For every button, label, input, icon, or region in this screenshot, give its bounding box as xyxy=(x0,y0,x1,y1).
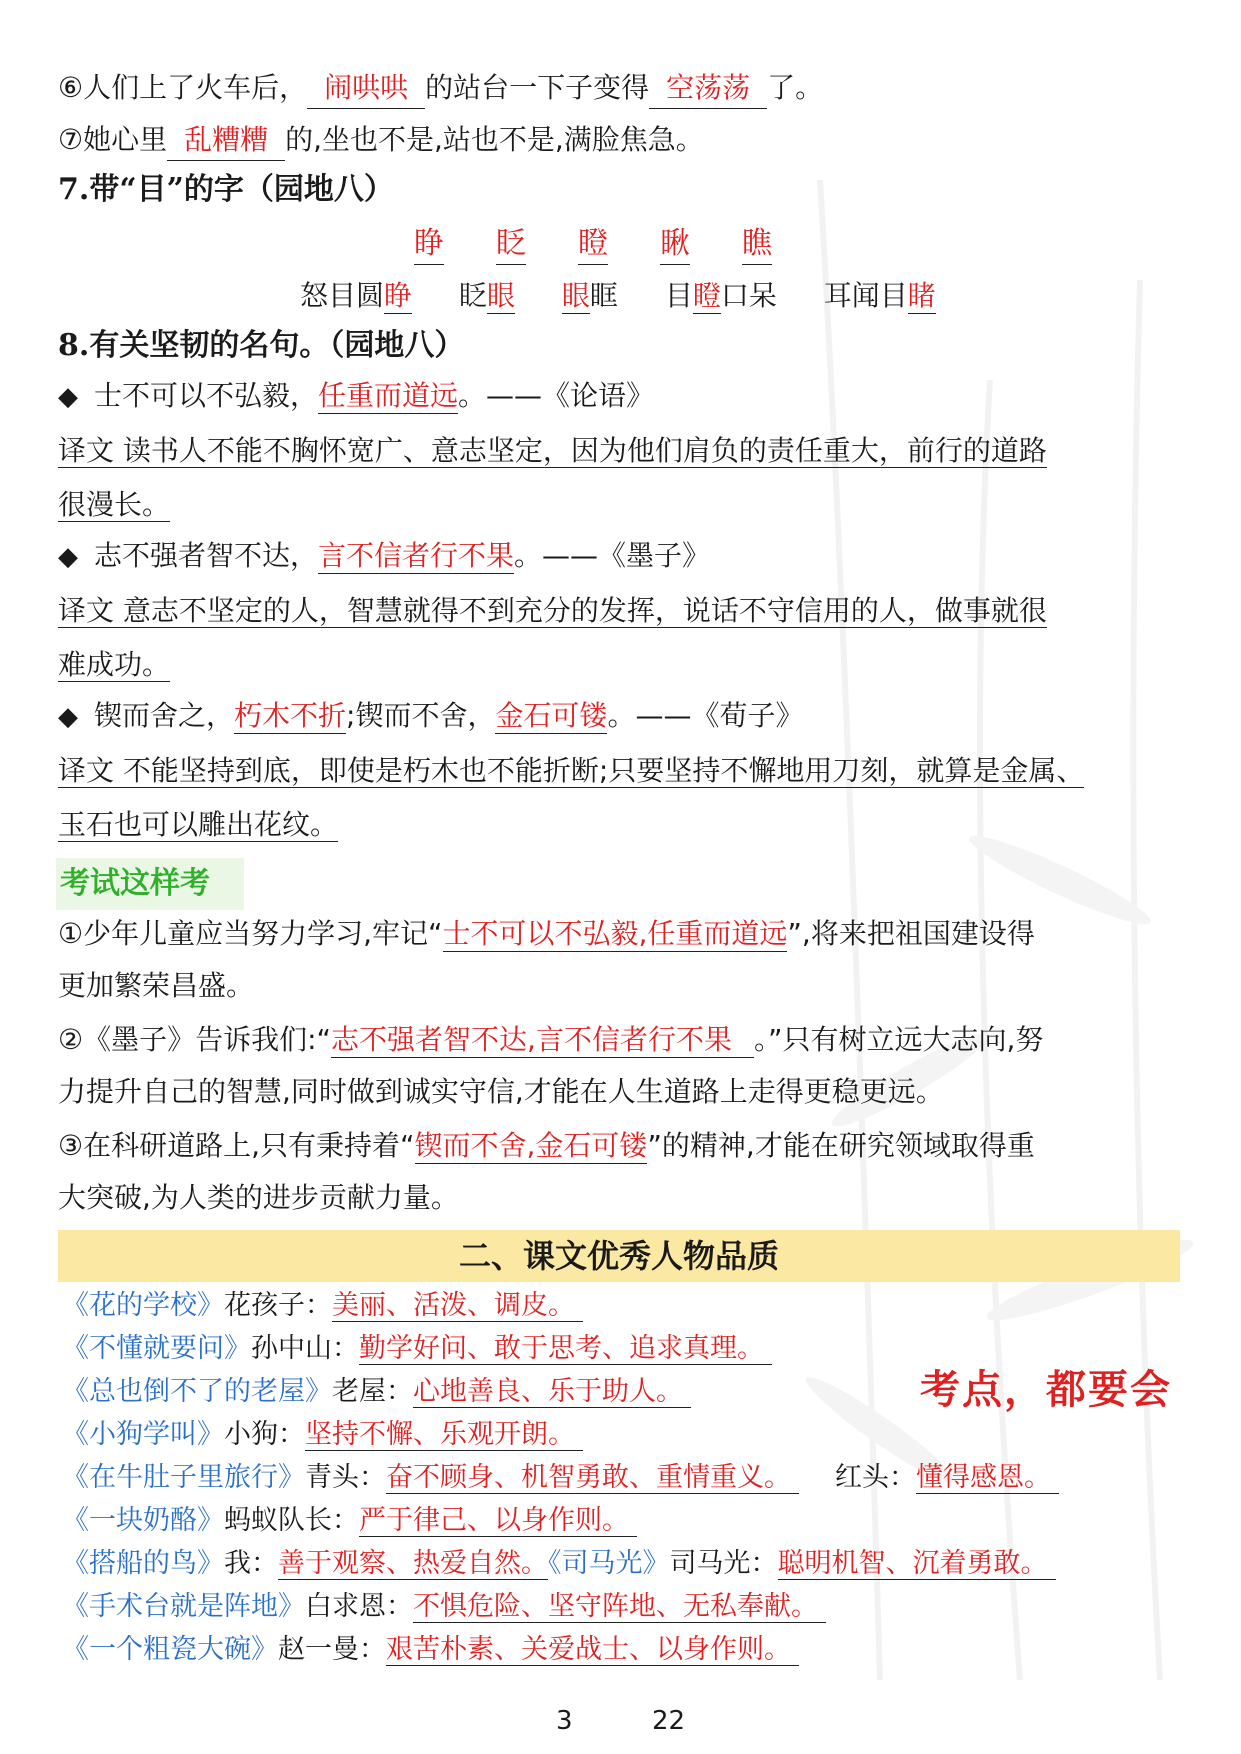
exam-question-2-cont: 力提升自己的智慧,同时做到诚实守信,才能在人生道路上走得更稳更远。 xyxy=(58,1075,944,1108)
trait-row: 《一个粗瓷大碗》赵一曼：艰苦朴素、关爱战士、以身作则。 xyxy=(62,1630,799,1670)
page-number-right: 22 xyxy=(652,1706,686,1736)
diamond-bullet-icon: ◆ xyxy=(58,702,78,732)
fill-line-6 xyxy=(58,68,823,109)
eye-char: 眨 xyxy=(496,224,526,265)
quote-line: ◆ 锲而舍之，朽木不折;锲而不舍，金石可镂。——《荀子》 xyxy=(58,699,804,732)
key-point-stamp: 考点，都要会 xyxy=(920,1366,1172,1413)
eye-char: 瞅 xyxy=(660,224,690,265)
eye-char: 瞪 xyxy=(578,224,608,265)
diamond-bullet-icon: ◆ xyxy=(58,382,78,412)
idiom: 怒目圆睁 xyxy=(300,279,413,312)
trait-row: 《一块奶酪》蚂蚁队长：严于律己、以身作则。 xyxy=(62,1501,637,1541)
fill-line-text: 的,坐也不是,站也不是,满脸焦急。 xyxy=(285,123,704,156)
quote-line: ◆ 志不强者智不达，言不信者行不果。——《墨子》 xyxy=(58,539,711,572)
eye-char: 睁 xyxy=(414,224,444,265)
exam-badge: 考试这样考 xyxy=(56,858,244,910)
translation: 译文 读书人不能不胸怀宽广、意志坚定，因为他们肩负的责任重大，前行的道路 很漫长。 xyxy=(58,434,1047,521)
exam-question-2: ②《墨子》告诉我们:“志不强者智不达,言不信者行不果 。”只有树立远大志向,努 xyxy=(58,1023,1044,1056)
page-number-left: 3 xyxy=(556,1706,573,1736)
diamond-bullet-icon: ◆ xyxy=(58,542,78,572)
section-8-title: 8.有关坚韧的名句。（园地八） xyxy=(58,328,465,363)
translation: 译文 不能坚持到底，即使是朽木也不能折断;只要坚持不懈地用刀刻，就算是金属、 玉石也可以雕出花纹。 xyxy=(58,754,1085,841)
fill-line-text: 了。 xyxy=(767,71,824,104)
section-2-title: 二、课文优秀人物品质 xyxy=(58,1230,1180,1282)
idiom: 耳闻目睹 xyxy=(823,279,936,312)
fill-answer: 闹哄哄 xyxy=(307,68,425,109)
idiom: 眨眼 xyxy=(458,279,515,312)
idiom: 眼眶 xyxy=(561,279,618,312)
idiom: 目瞪口呆 xyxy=(664,279,777,312)
eye-radical-chars xyxy=(414,224,772,265)
fill-line-text: 的站台一下子变得 xyxy=(425,71,650,104)
trait-row: 《总也倒不了的老屋》老屋：心地善良、乐于助人。 xyxy=(62,1372,691,1412)
fill-answer: 空荡荡 xyxy=(649,68,767,109)
fill-line-text: ⑥人们上了火车后， xyxy=(58,71,308,104)
trait-row: 《花的学校》花孩子：美丽、活泼、调皮。 xyxy=(62,1286,583,1326)
quote-line: ◆ 士不可以不弘毅，任重而道远。——《论语》 xyxy=(58,379,655,412)
translation: 译文 意志不坚定的人，智慧就得不到充分的发挥，说话不守信用的人，做事就很 难成功。 xyxy=(58,594,1047,681)
section-7-title: 7.带“目”的字（园地八） xyxy=(58,172,394,207)
fill-answer: 乱糟糟 xyxy=(167,120,285,161)
exam-question-3: ③在科研道路上,只有秉持着“锲而不舍,金石可镂”的精神,才能在研究领域取得重 xyxy=(58,1129,1035,1162)
eye-idioms xyxy=(300,276,974,316)
fill-line-7 xyxy=(58,120,704,161)
exam-question-1: ①少年儿童应当努力学习,牢记“士不可以不弘毅,任重而道远”,将来把祖国建设得 xyxy=(58,917,1035,950)
trait-row: 《手术台就是阵地》白求恩：不惧危险、坚守阵地、无私奉献。 xyxy=(62,1587,826,1627)
exam-question-3-cont: 大突破,为人类的进步贡献力量。 xyxy=(58,1181,459,1214)
trait-row: 《在牛肚子里旅行》青头：奋不顾身、机智勇敢、重情重义。 红头：懂得感恩。 xyxy=(62,1458,1059,1498)
exam-question-1-cont: 更加繁荣昌盛。 xyxy=(58,969,255,1002)
trait-row: 《不懂就要问》孙中山：勤学好问、敢于思考、追求真理。 xyxy=(62,1329,772,1369)
eye-char: 瞧 xyxy=(742,224,772,265)
fill-line-text: ⑦她心里 xyxy=(58,123,168,156)
trait-row: 《小狗学叫》小狗：坚持不懈、乐观开朗。 xyxy=(62,1415,583,1455)
trait-row: 《搭船的鸟》我：善于观察、热爱自然。《司马光》司马光：聪明机智、沉着勇敢。 xyxy=(62,1544,1056,1584)
